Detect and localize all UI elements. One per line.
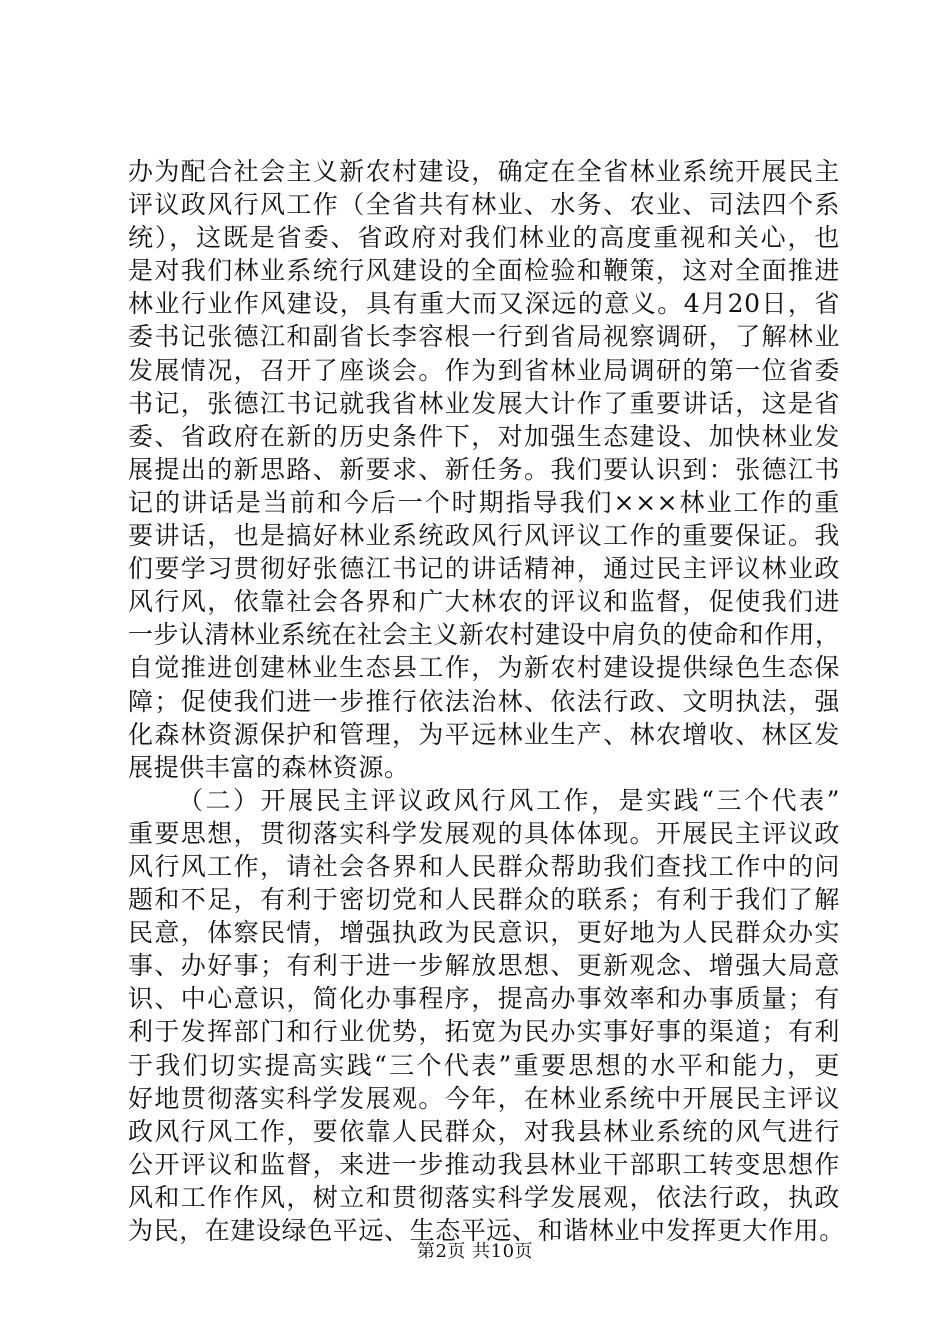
body-line-2: 评议政风行风工作（全省共有林业、水务、农业、司法四个系 xyxy=(128,190,840,220)
body-line-28: 于我们切实提高实践“三个代表”重要思想的水平和能力，更 xyxy=(128,1050,840,1080)
body-line-10: 展提出的新思路、新要求、新任务。我们要认识到：张德江书 xyxy=(128,454,840,484)
body-line-3: 统），这既是省委、省政府对我们林业的高度重视和关心，也 xyxy=(128,223,840,253)
body-line-25: 事、办好事；有利于进一步解放思想、更新观念、增强大局意 xyxy=(128,951,840,981)
body-line-29: 好地贯彻落实科学发展观。今年，在林业系统中开展民主评议 xyxy=(128,1083,840,1113)
body-line-33: 为民，在建设绿色平远、生态平远、和谐林业中发挥更大作用。 xyxy=(128,1216,845,1245)
body-line-4: 是对我们林业系统行风建设的全面检验和鞭策，这对全面推进 xyxy=(128,256,840,286)
body-line-20: （二）开展民主评议政风行风工作，是实践“三个代表” xyxy=(178,785,840,815)
body-line-19: 展提供丰富的森林资源。 xyxy=(128,752,410,782)
body-line-18: 化森林资源保护和管理，为平远林业生产、林农增收、林区发 xyxy=(128,719,840,749)
body-line-6: 委书记张德江和副省长李容根一行到省局视察调研，了解林业 xyxy=(128,322,840,352)
body-line-15: 一步认清林业系统在社会主义新农村建设中肩负的使命和作用， xyxy=(128,620,840,650)
body-line-31: 公开评议和监督，来进一步推动我县林业干部职工转变思想作 xyxy=(128,1149,840,1179)
body-line-9: 委、省政府在新的历史条件下，对加强生态建设、加快林业发 xyxy=(128,421,840,451)
body-line-23: 题和不足，有利于密切党和人民群众的联系；有利于我们了解 xyxy=(128,885,840,915)
body-line-21: 重要思想，贯彻落实科学发展观的具体体现。开展民主评议政 xyxy=(128,818,840,848)
page-number-footer: 第2页 共10页 xyxy=(416,1241,534,1262)
body-line-30: 政风行风工作，要依靠人民群众，对我县林业系统的风气进行 xyxy=(128,1116,840,1146)
body-line-7: 发展情况，召开了座谈会。作为到省林业局调研的第一位省委 xyxy=(128,355,840,385)
body-line-26: 识、中心意识，简化办事程序，提高办事效率和办事质量；有 xyxy=(128,984,840,1014)
body-line-11: 记的讲话是当前和今后一个时期指导我们×××林业工作的重 xyxy=(128,487,840,517)
body-line-27: 利于发挥部门和行业优势，拓宽为民办实事好事的渠道；有利 xyxy=(128,1017,840,1047)
body-line-22: 风行风工作，请社会各界和人民群众帮助我们查找工作中的问 xyxy=(128,851,840,881)
body-line-17: 障；促使我们进一步推行依法治林、依法行政、文明执法，强 xyxy=(128,686,840,716)
body-line-1: 办为配合社会主义新农村建设，确定在全省林业系统开展民主 xyxy=(128,157,840,186)
body-line-32: 风和工作作风，树立和贯彻落实科学发展观，依法行政，执政 xyxy=(128,1182,840,1212)
body-line-14: 风行风，依靠社会各界和广大林农的评议和监督，促使我们进 xyxy=(128,587,840,617)
body-line-16: 自觉推进创建林业生态县工作，为新农村建设提供绿色生态保 xyxy=(128,653,840,683)
document-body xyxy=(128,155,845,1247)
body-line-5: 林业行业作风建设，具有重大而又深远的意义。4月20日，省 xyxy=(128,289,840,319)
body-line-8: 书记，张德江书记就我省林业发展大计作了重要讲话，这是省 xyxy=(128,388,840,418)
body-line-13: 们要学习贯彻好张德江书记的讲话精神，通过民主评议林业政 xyxy=(128,554,840,584)
body-line-12: 要讲话，也是搞好林业系统政风行风评议工作的重要保证。我 xyxy=(128,521,840,551)
body-line-24: 民意，体察民情，增强执政为民意识，更好地为人民群众办实 xyxy=(128,918,840,948)
